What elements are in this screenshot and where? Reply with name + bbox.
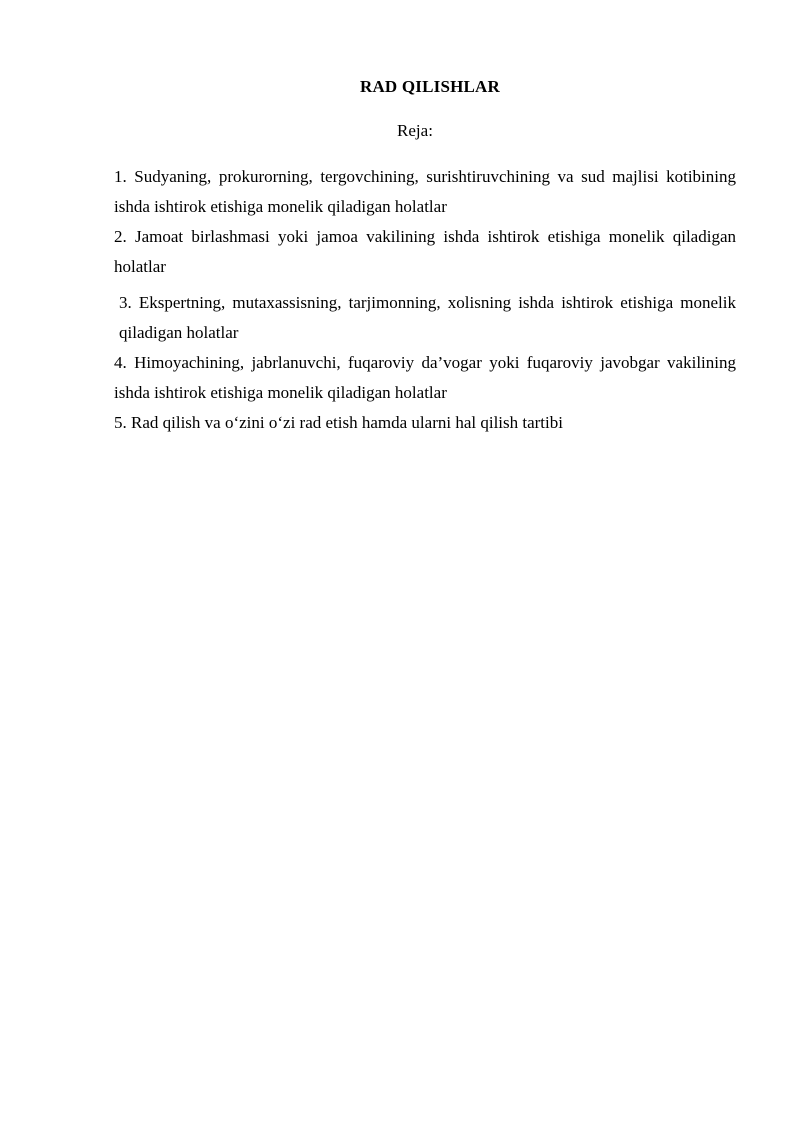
plan-heading: Reja:	[397, 121, 433, 140]
plan-item-4: 4. Himoyachining, jabrlanuvchi, fuqaroviy da’vogar yoki fuqaroviy javobgar vakilining ishda ishtirok etishiga monelik qiladigan holatlar	[114, 353, 736, 402]
plan-item-1: 1. Sudyaning, prokurorning, tergovchining, surishtiruvchining va sud majlisi kotibining ishda ishtirok etishiga monelik qiladigan holatlar	[114, 167, 736, 216]
plan-item-2: 2. Jamoat birlashmasi yoki jamoa vakilining ishda ishtirok etishiga monelik qiladigan holatlar	[114, 227, 736, 276]
plan-item-3: 3. Ekspertning, mutaxassisning, tarjimonning, xolisning ishda ishtirok etishiga monelik qiladigan holatlar	[119, 293, 736, 342]
page-title: RAD QILISHLAR	[359, 77, 501, 96]
plan-list	[114, 162, 736, 438]
plan-item-5: 5. Rad qilish va o‘zini o‘zi rad etish hamda ularni hal qilish tartibi	[114, 413, 563, 432]
